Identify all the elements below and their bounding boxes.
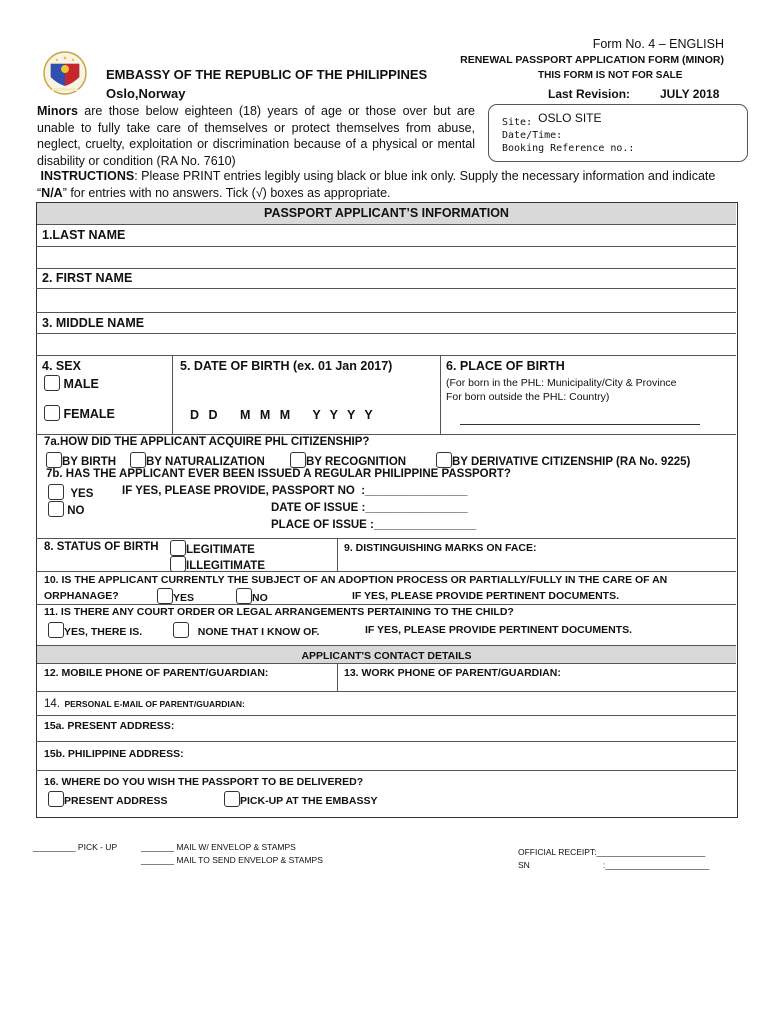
middle-name-label: 3. MIDDLE NAME [42,316,145,330]
embassy-location: Oslo,Norway [106,86,186,101]
passport-yes-option[interactable]: YES [48,484,93,500]
first-name-input[interactable] [37,289,736,311]
embassy-seal-icon [42,50,88,96]
booking-label: Booking Reference no.: [502,143,635,154]
site-label: Site: [502,117,533,128]
q11-yes-option[interactable]: YES, THERE IS. [48,622,142,638]
citizenship-by-recognition[interactable]: BY RECOGNITION [290,452,406,468]
dob-label: 5. DATE OF BIRTH (ex. 01 Jan 2017) [180,359,393,373]
mobile-phone-label: 12. MOBILE PHONE OF PARENT/GUARDIAN: [44,667,269,679]
dob-format[interactable]: D D M M M Y Y Y Y [190,408,376,422]
legitimate-option[interactable]: LEGITIMATE [170,540,255,556]
date-of-issue-field[interactable]: DATE OF ISSUE :________________ [271,502,468,514]
citizenship-by-naturalization[interactable]: BY NATURALIZATION [130,452,265,468]
q11-label: 11. IS THERE ANY COURT ORDER OR LEGAL ARRANGEMENTS PERTAINING TO THE CHILD? [44,606,514,618]
form-number: Form No. 4 – ENGLISH [592,37,724,51]
instructions-bold: INSTRUCTIONS [40,169,135,183]
delivery-present-checkbox[interactable] [48,791,64,807]
q11-note: IF YES, PLEASE PROVIDE PERTINENT DOCUMENTS. [365,624,633,636]
place-of-issue-field[interactable]: PLACE OF ISSUE :________________ [271,519,477,531]
philippine-address-label[interactable]: 15b. PHILIPPINE ADDRESS: [44,748,184,760]
delivery-pickup-checkbox[interactable] [224,791,240,807]
minors-bold: Minors [37,104,78,118]
q7a-label: 7a.HOW DID THE APPLICANT ACQUIRE PHL CITIZENSHIP? [44,436,370,448]
pob-note-2: For born outside the PHL: Country) [446,391,610,403]
q11-none-option[interactable]: NONE THAT I KNOW OF. [173,622,319,638]
footer-mail-send: _______ MAIL TO SEND ENVELOP & STAMPS [141,855,323,865]
distinguishing-marks-label: 9. DISTINGUISHING MARKS ON FACE: [344,542,537,554]
sn-line: :______________________ [603,860,710,870]
q11-none-checkbox[interactable] [173,622,189,638]
applicant-section-header: PASSPORT APPLICANT’S INFORMATION [37,203,736,225]
present-address-label[interactable]: 15a. PRESENT ADDRESS: [44,720,175,732]
pob-label: 6. PLACE OF BIRTH [446,359,565,373]
last-revision-label: Last Revision: [548,87,631,101]
official-receipt: OFFICIAL RECEIPT:_______________________ [518,847,706,857]
sex-label: 4. SEX [42,359,81,373]
passport-no-checkbox[interactable] [48,501,64,517]
first-name-label: 2. FIRST NAME [42,271,133,285]
last-name-input[interactable] [37,247,736,267]
by-birth-checkbox[interactable] [46,452,62,468]
q10-line-1: 10. IS THE APPLICANT CURRENTLY THE SUBJECT OF AN ADOPTION PROCESS OR PARTIALLY/FULLY IN THE CARE OF AN [44,574,668,586]
legitimate-checkbox[interactable] [170,540,186,556]
delivery-question: 16. WHERE DO YOU WISH THE PASSPORT TO BE DELIVERED? [44,776,364,788]
female-option[interactable]: FEMALE [44,405,115,421]
email-label[interactable]: 14. PERSONAL E-MAIL OF PARENT/GUARDIAN: [44,698,245,710]
q7b-label: 7b. HAS THE APPLICANT EVER BEEN ISSUED A REGULAR PHILIPPINE PASSPORT? [46,468,511,480]
passport-yes-checkbox[interactable] [48,484,64,500]
q10-line-2: ORPHANAGE? [44,590,119,602]
citizenship-by-derivative[interactable]: BY DERIVATIVE CITIZENSHIP (RA No. 9225) [436,452,690,468]
instructions-tail: ” for entries with no answers. Tick (√) boxes as appropriate. [62,185,391,200]
work-phone-label: 13. WORK PHONE OF PARENT/GUARDIAN: [344,667,561,679]
embassy-name: EMBASSY OF THE REPUBLIC OF THE PHILIPPINES [106,67,428,82]
q10-yes-checkbox[interactable] [157,588,173,604]
not-for-sale: THIS FORM IS NOT FOR SALE [538,70,683,81]
citizenship-by-birth[interactable]: BY BIRTH [46,452,116,468]
pob-input[interactable] [460,410,700,425]
footer-pickup: _________ PICK - UP [33,842,118,852]
passport-no-option[interactable]: NO [48,501,84,517]
q10-yes-option[interactable]: YES [157,588,194,604]
by-recognition-checkbox[interactable] [290,452,306,468]
footer-mail-envelop: _______ MAIL W/ ENVELOP & STAMPS [141,842,296,852]
minors-definition [37,103,475,169]
by-naturalization-checkbox[interactable] [130,452,146,468]
instructions [37,168,737,201]
q10-no-checkbox[interactable] [236,588,252,604]
datetime-label: Date/Time: [502,130,563,141]
instructions-text: : Please PRINT entries legibly using black or blue ink only. Supply the necessary information and indicate “ [37,169,716,200]
status-of-birth-label: 8. STATUS OF BIRTH [44,541,159,553]
middle-name-input[interactable] [37,334,736,354]
pob-note-1: (For born in the PHL: Municipality/City & Province [446,377,677,389]
illegitimate-option[interactable]: ILLEGITIMATE [170,556,265,572]
illegitimate-checkbox[interactable] [170,556,186,572]
male-option[interactable]: MALE [44,375,99,391]
q10-note: IF YES, PLEASE PROVIDE PERTINENT DOCUMENTS. [352,590,620,602]
male-checkbox[interactable] [44,375,60,391]
na-bold: N/A [41,185,63,200]
last-revision-value: JULY 2018 [660,87,720,101]
q10-no-option[interactable]: NO [236,588,268,604]
by-derivative-checkbox[interactable] [436,452,452,468]
passport-no-field[interactable]: IF YES, PLEASE PROVIDE, PASSPORT NO :________________ [122,485,468,497]
q11-yes-checkbox[interactable] [48,622,64,638]
sn-label: SN [518,860,530,870]
form-title: RENEWAL PASSPORT APPLICATION FORM (MINOR) [460,54,724,66]
site-box [488,104,748,162]
last-name-label: 1.LAST NAME [42,228,126,242]
site-value[interactable]: OSLO SITE [538,111,602,125]
delivery-pickup-option[interactable]: PICK-UP AT THE EMBASSY [224,791,377,807]
minors-text: are those below eighteen (18) years of age or those over but are unable to fully take care of themselves or protect themselves from abuse, neglect, cruelty, exploitation or discrimination because of a physical or mental disability or condition (RA No. 7610) [37,104,475,168]
delivery-present-option[interactable]: PRESENT ADDRESS [48,791,167,807]
female-checkbox[interactable] [44,405,60,421]
contact-section-header: APPLICANT'S CONTACT DETAILS [37,645,736,664]
